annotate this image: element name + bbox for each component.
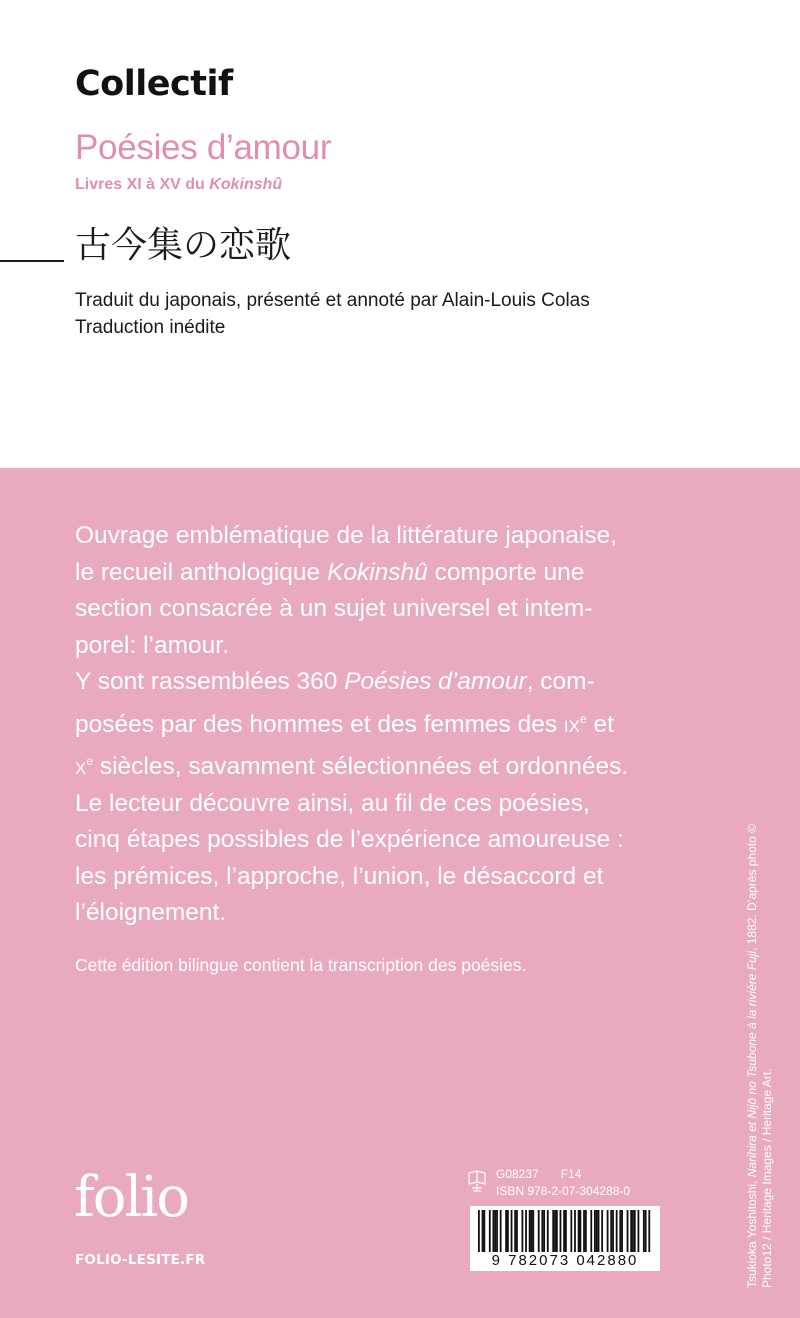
barcode-bar [507,1210,509,1252]
barcode-bar [601,1210,603,1252]
cover-top-section [0,0,800,468]
blurb-line: porel: l’amour. [75,631,229,659]
barcode-bar [560,1210,562,1252]
blurb-text: Y sont rassemblées 360 [75,668,345,695]
barcode-bar [610,1210,612,1252]
barcode-bar [500,1210,502,1252]
barcode-bar [585,1210,587,1252]
barcode-bar [612,1210,614,1252]
credit-italic: Narihira et Nijō no Tsubone à la rivière Fuji [745,950,759,1178]
japanese-title: 古今集の恋歌 [75,225,292,266]
barcode-bar [648,1210,650,1252]
barcode-bar [505,1210,507,1252]
barcode-bar [634,1210,636,1252]
barcode-bar [532,1210,534,1252]
blurb-text: posées par des hommes et des femmes des [75,710,564,738]
blurb-text: siècles, savamment sélectionnées et ordonnées. [93,753,629,781]
barcode-bar [638,1210,640,1252]
blurb-line: Le lecteur découvre ainsi, au fil de ces poésies, [75,789,590,817]
blurb-line [75,555,675,592]
author-name: Collectif [75,64,233,104]
barcode-bar [594,1210,596,1252]
barcode-bar [570,1210,572,1252]
barcode-bar [531,1210,533,1252]
barcode-bar [547,1210,549,1252]
edition-note: Cette édition bilingue contient la transcription des poésies. [75,955,527,975]
barcode-bar [598,1210,600,1252]
barcode-digits: 9 782073 042880 [491,1252,639,1269]
blurb-italic: Kokinshû [327,558,428,586]
barcode-bar [627,1210,629,1252]
barcode-bar [516,1210,518,1252]
barcode-bar [607,1210,609,1252]
blurb-line [75,743,675,786]
credit-text: Tsukioka Yoshitoshi, [745,1177,759,1288]
publisher-website[interactable]: FOLIO-LESITE.FR [75,1252,206,1268]
blurb-line [75,701,675,744]
barcode-bar [590,1210,592,1252]
barcode-bar [563,1210,565,1252]
subtitle-work: Kokinshû [209,176,283,193]
barcode-bars [478,1210,652,1252]
subtitle-prefix: Livres XI à XV du [75,176,210,193]
barcode-bar [529,1210,531,1252]
translator-line: Traduit du japonais, présenté et annoté par Alain-Louis Colas [75,290,590,311]
blurb-line: l’éloignement. [75,899,227,927]
barcode-bar [514,1210,516,1252]
barcode-bar [493,1210,495,1252]
barcode [470,1206,660,1271]
translation-note: Traduction inédite [75,317,226,338]
back-cover-blurb [75,518,675,932]
blurb-line: les prémices, l’approche, l’union, le désaccord et [75,862,604,890]
blurb-text: , com- [526,668,595,695]
barcode-bar [574,1210,576,1252]
barcode-bar [632,1210,634,1252]
blurb-sup: e [86,754,94,769]
barcode-bar [565,1210,567,1252]
barcode-bar [541,1210,543,1252]
barcode-bar [578,1210,580,1252]
blurb-text: et [586,710,614,738]
barcode-bar [616,1210,618,1252]
blurb-sup: e [579,711,587,726]
codes-line-1 [496,1166,630,1183]
barcode-bar [543,1210,545,1252]
barcode-bar [645,1210,647,1252]
credit-line-1 [745,728,760,1288]
barcode-bar [552,1210,554,1252]
blurb-line [75,664,675,701]
blurb-century: ix [563,710,580,738]
barcode-bar [494,1210,496,1252]
blurb-line: section consacrée à un sujet universel et intem- [75,595,593,622]
book-title: Poésies d’amour [75,128,332,167]
barcode-bar [496,1210,498,1252]
credit-text: , 1882. D’après photo © [745,823,759,951]
barcode-bar [643,1210,645,1252]
translation-credits [75,287,590,341]
product-codes [496,1166,630,1200]
blurb-century: x [75,753,87,781]
blurb-line: Ouvrage emblématique de la littérature japonaise, [75,522,618,549]
blurb-text: le recueil anthologique [75,558,327,586]
barcode-bar [619,1210,621,1252]
image-credit [745,728,775,1288]
book-subtitle [75,176,282,194]
barcode-bar [556,1210,558,1252]
isbn: ISBN 978-2-07-304288-0 [496,1184,631,1198]
barcode-bar [621,1210,623,1252]
book-icon [466,1169,488,1193]
barcode-bar [483,1210,485,1252]
product-code: G08237 [496,1167,539,1181]
title-rule [0,260,64,262]
barcode-bar [580,1210,582,1252]
barcode-bar [489,1210,491,1252]
blurb-italic: Poésies d’amour [344,668,527,695]
credit-line-2: Photo12 / Heritage Images / Heritage Art. [760,1068,774,1288]
barcode-bar [478,1210,480,1252]
barcode-bar [583,1210,585,1252]
folio-logo: folio [74,1165,188,1230]
barcode-bar [554,1210,556,1252]
barcode-bar [630,1210,632,1252]
blurb-line: cinq étapes possibles de l’expérience amoureuse : [75,826,624,854]
barcode-bar [482,1210,484,1252]
barcode-bar [525,1210,527,1252]
price-code: F14 [560,1167,582,1181]
blurb-text: comporte une [427,558,585,586]
barcode-bar [511,1210,513,1252]
barcode-bar [522,1210,524,1252]
barcode-bar [596,1210,598,1252]
barcode-bar [538,1210,540,1252]
